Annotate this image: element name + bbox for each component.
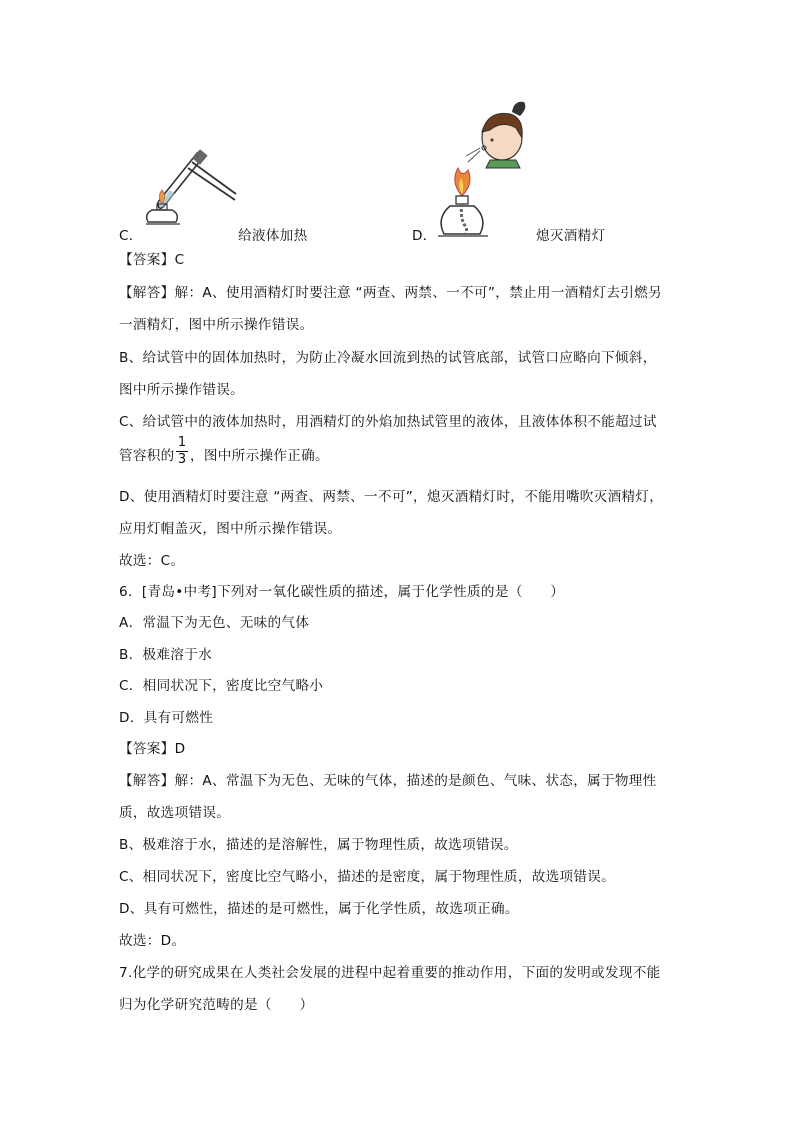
q6-analysis-line: D、具有可燃性，描述的是可燃性，属于化学性质，故选项正确。 — [119, 901, 519, 917]
q5-analysis-line: 应用灯帽盖灭，图中所示操作错误。 — [119, 521, 342, 537]
q5-choice: 故选：C。 — [119, 553, 185, 569]
fraction-one-third — [176, 436, 188, 467]
q6-analysis-line: B、极难溶于水，描述的是溶解性，属于物理性质，故选项错误。 — [119, 837, 518, 853]
q5-answer: 【答案】C — [119, 252, 185, 268]
q6-option-d: D．具有可燃性 — [119, 710, 214, 726]
q6-option-a: A．常温下为无色、无味的气体 — [119, 615, 310, 631]
q5-analysis-line: C、给试管中的液体加热时，用酒精灯的外焰加热试管里的液体，且液体体积不能超过试 — [119, 414, 657, 430]
q5-analysis-line: ，图中所示操作正确。 — [190, 448, 329, 464]
q6-analysis-line: 质，故选项错误。 — [119, 805, 231, 821]
q7-stem: 7.化学的研究成果在人类社会发展的进程中起着重要的推动作用，下面的发明或发现不能 — [119, 965, 661, 981]
blowing-lamp-figure — [430, 98, 540, 240]
q6-analysis-line: C、相同状况下，密度比空气略小，描述的是密度，属于物理性质，故选项错误。 — [119, 869, 616, 885]
figure-c-caption: 给液体加热 — [238, 228, 308, 244]
q6-analysis-line: 【解答】解：A、常温下为无色、无味的气体，描述的是颜色、气味、状态，属于物理性 — [119, 773, 657, 789]
figure-d-letter: D． — [412, 228, 437, 244]
figure-d-caption: 熄灭酒精灯 — [536, 228, 606, 244]
q6-stem: 6．[青岛•中考]下列对一氧化碳性质的描述，属于化学性质的是（ ） — [119, 584, 565, 600]
q6-answer: 【答案】D — [119, 741, 186, 757]
fraction-numerator: 1 — [177, 435, 187, 450]
q5-analysis-line: B、给试管中的固体加热时，为防止冷凝水回流到热的试管底部，试管口应略向下倾斜， — [119, 350, 657, 366]
q6-option-b: B．极难溶于水 — [119, 647, 212, 663]
fraction-denominator: 3 — [177, 452, 187, 467]
q5-analysis-line: 管容积的 — [119, 448, 175, 464]
heating-liquid-figure — [140, 140, 240, 230]
q5-analysis-line: 一酒精灯，图中所示操作错误。 — [119, 317, 314, 333]
q6-option-c: C．相同状况下，密度比空气略小 — [119, 678, 324, 694]
q7-stem: 归为化学研究范畴的是（ ） — [119, 997, 314, 1013]
q5-analysis-line: D、使用酒精灯时要注意 “两查、两禁、一不可”，熄灭酒精灯时，不能用嘴吹灭酒精灯， — [119, 489, 664, 505]
q6-choice: 故选：D。 — [119, 933, 186, 949]
figure-c-letter: C． — [119, 228, 143, 244]
q5-analysis-line: 图中所示操作错误。 — [119, 382, 245, 398]
q5-analysis-line: 【解答】解：A、使用酒精灯时要注意 “两查、两禁、一不可”，禁止用一酒精灯去引燃另 — [119, 285, 662, 301]
